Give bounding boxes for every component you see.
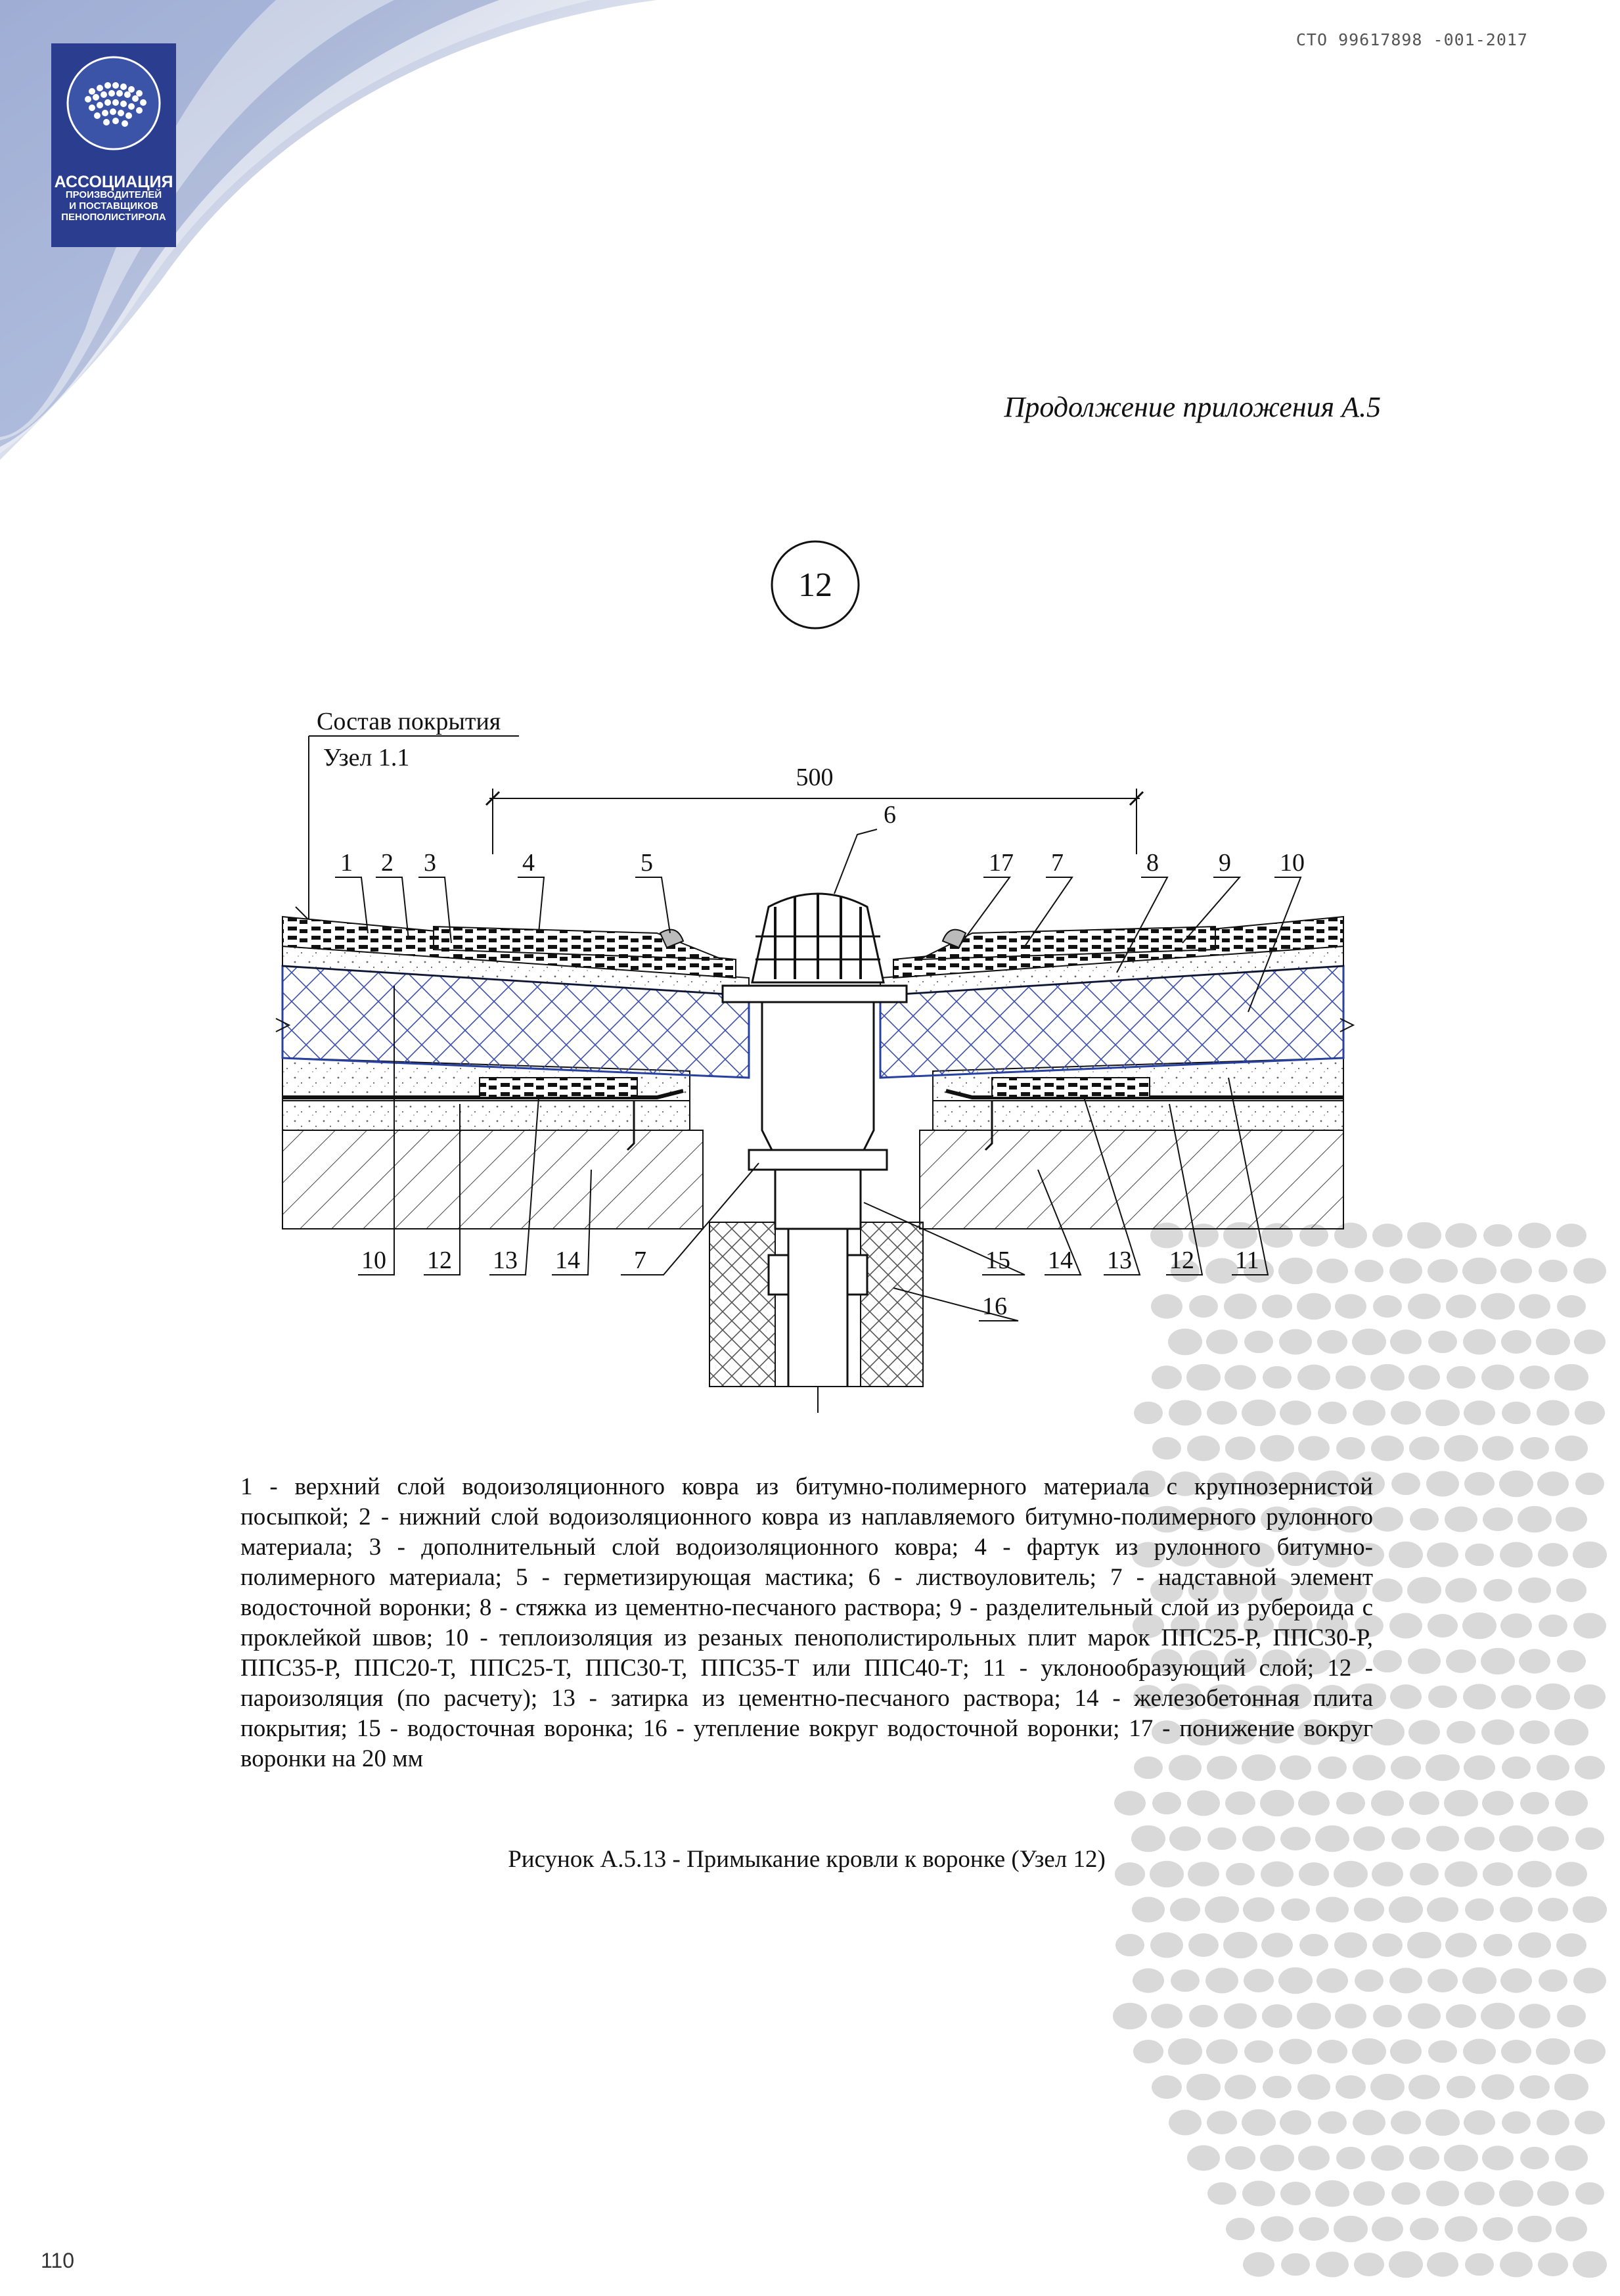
page-number: 110 <box>41 2249 75 2272</box>
callout-bottom-10: 10 <box>361 1247 386 1274</box>
callout-top-4: 4 <box>522 849 535 877</box>
logo-line-3: И ПОСТАВЩИКОВ <box>69 200 158 212</box>
callout-top-8: 8 <box>1146 849 1159 877</box>
logo-line-4: ПЕНОПОЛИСТИРОЛА <box>61 212 166 223</box>
roof-drain-drawing <box>263 539 1380 1426</box>
callout-top-9: 9 <box>1219 849 1231 877</box>
callout-bottom-14b: 14 <box>1048 1247 1073 1274</box>
figure-caption: Рисунок А.5.13 - Примыкание кровли к воронке (Узел 12) <box>508 1846 1106 1873</box>
callout-bottom-11: 11 <box>1235 1247 1259 1274</box>
top-callouts <box>340 801 1305 877</box>
callout-bottom-7: 7 <box>634 1247 646 1274</box>
logo-line-2: ПРОИЗВОДИТЕЛЕЙ <box>65 189 162 200</box>
node-number-badge <box>772 541 859 628</box>
callout-top-6: 6 <box>884 801 896 829</box>
composition-label: Состав покрытия <box>317 708 501 735</box>
appendix-title: Продолжение приложения А.5 <box>1004 391 1381 423</box>
callout-bottom-15: 15 <box>985 1247 1010 1274</box>
node-reference: Узел 1.1 <box>323 744 410 771</box>
association-logo <box>51 43 176 247</box>
callout-top-3: 3 <box>424 849 436 877</box>
callout-bottom-13b: 13 <box>1107 1247 1132 1274</box>
callout-bottom-16: 16 <box>982 1293 1007 1320</box>
callout-bottom-12: 12 <box>427 1247 452 1274</box>
logo-line-1: АССОЦИАЦИЯ <box>54 173 173 191</box>
dimension-label: 500 <box>796 764 834 791</box>
callout-top-2: 2 <box>381 849 394 877</box>
callout-bottom-13: 13 <box>493 1247 518 1274</box>
callout-bottom-12b: 12 <box>1169 1247 1194 1274</box>
standard-code: СТО 99617898 -001-2017 <box>1295 30 1528 49</box>
callout-bottom-14: 14 <box>555 1247 580 1274</box>
globe-icon <box>66 55 162 151</box>
logo-text <box>54 175 173 223</box>
figure-legend: 1 - верхний слой водоизоляционного ковра из битумно-полимерного материала с крупнозернистой посыпкой; 2 - нижний слой водоизоляционного ковра из наплавляемого битумно-полимерного рулонного материала; 3 - дополнительный слой водоизоляционного ковра; 4 - фартук из рулонного битумно-полимерного материала; 5 - герметизирующая мастика; 6 - листвоуловитель; 7 - надставной элемент водосточной воронки; 8 - стяжка из цементно-песчаного раствора; 9 - разделительный слой из рубероида с проклейкой швов; 10 - теплоизоляция из резаных пенополистирольных плит марок ППС25-Р, ППС30-Р, ППС35-Р, ППС20-Т, ППС25-Т, ППС30-Т, ППС35-Т или ППС40-Т; 11 - уклонообразующий слой; 12 - пароизоляция (по расчету); 13 - затирка из цементно-песчаного раствора; 14 - железобетонная плита покрытия; 15 - водосточная воронка; 16 - утепление вокруг водосточной воронки; 17 - понижение вокруг воронки на 20 мм <box>240 1473 1373 1772</box>
callout-top-1: 1 <box>340 849 353 877</box>
node-number: 12 <box>798 566 832 604</box>
callout-top-17: 17 <box>989 849 1014 877</box>
callout-top-5: 5 <box>641 849 653 877</box>
callout-top-7: 7 <box>1051 849 1064 877</box>
callout-top-10: 10 <box>1280 849 1305 877</box>
